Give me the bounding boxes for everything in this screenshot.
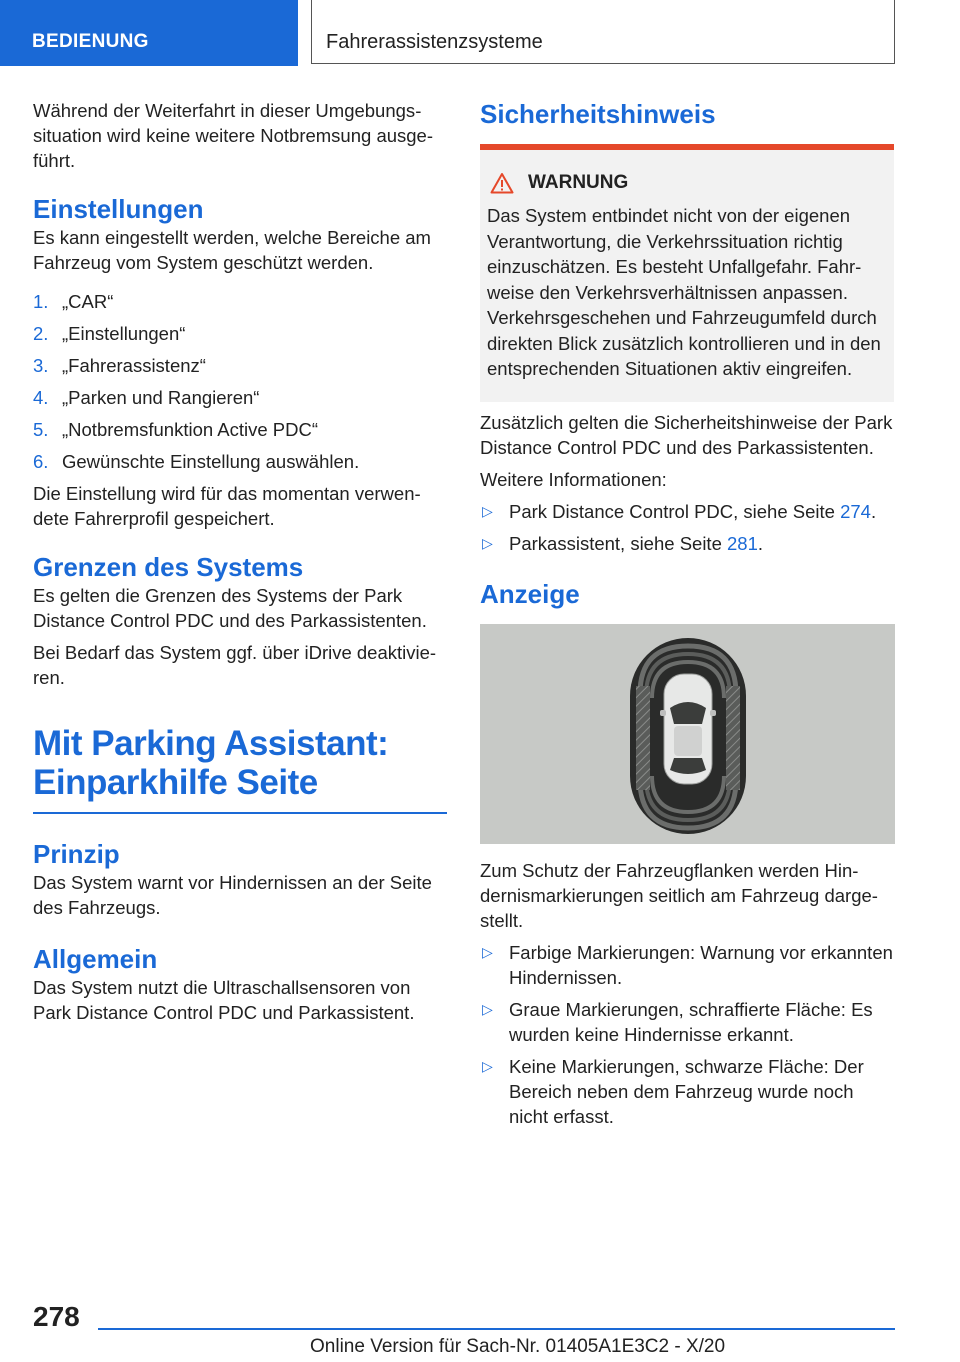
parking-display-image	[480, 624, 895, 844]
section-title: BEDIENUNG	[32, 31, 149, 52]
triangle-right-icon: ▷	[482, 534, 493, 551]
principle-paragraph: Das System warnt vor Hindernissen an der Seite des Fahrzeugs.	[33, 872, 432, 918]
reference-text: Park Distance Control PDC, siehe Seite	[509, 500, 841, 522]
triangle-right-icon: ▷	[482, 1057, 493, 1074]
warning-title-row	[487, 170, 888, 195]
safety-heading: Sicherheitshinweis	[480, 99, 716, 129]
warning-text: Das System entbindet nicht von der eigenen Verantwortung, die Verkehrssituation richtig einzuschätzen. Es besteht Unfallgefahr. Fahrweise den Verkehrsverhältnissen anpassen. Verkehrsgeschehen und Fahrzeugumfeld durch direkten Blick zusätzlich kontrollieren und in den entsprechenden Situationen aktiv eingreifen.	[487, 205, 881, 379]
online-version-text: Online Version für Sach-Nr. 01405A1E3C2 - X/20	[310, 1336, 726, 1357]
step-number: 1.	[33, 291, 49, 312]
triangle-right-icon: ▷	[482, 1000, 493, 1017]
display-marker-text: Graue Markierungen, schraffierte Fläche: Es wurden keine Hindernisse erkannt.	[509, 998, 873, 1045]
limits-paragraph-2: Bei Bedarf das System ggf. über iDrive deaktivieren.	[33, 642, 437, 688]
reference-item	[480, 531, 894, 556]
step-text: „Parken und Rangieren“	[62, 387, 260, 408]
heading-underline	[33, 812, 447, 814]
general-heading: Allgemein	[33, 944, 158, 974]
settings-paragraph: Es kann eingestellt werden, welche Bereiche am Fahrzeug vom System geschützt werden.	[33, 227, 431, 273]
general-paragraph: Das System nutzt die Ultraschallsensoren von Park Distance Control PDC und Parkassistent.	[33, 977, 415, 1023]
principle-heading: Prinzip	[33, 839, 120, 869]
step-number: 5.	[33, 419, 49, 440]
reference-list	[480, 499, 894, 556]
settings-steps	[33, 289, 447, 474]
step-number: 3.	[33, 355, 49, 376]
page-link-274[interactable]: 274	[840, 500, 871, 522]
left-column	[33, 98, 447, 1032]
step-number: 6.	[33, 451, 49, 472]
limits-paragraph-1: Es gelten die Grenzen des Systems der Park Distance Control PDC und des Parkassistenten.	[33, 585, 427, 631]
reference-suffix: .	[870, 500, 877, 522]
triangle-right-icon: ▷	[482, 943, 493, 960]
step-number: 2.	[33, 323, 49, 344]
right-column	[480, 98, 894, 1136]
step-item	[33, 449, 447, 474]
limits-heading: Grenzen des Systems	[33, 552, 304, 582]
chapter-header	[311, 0, 895, 64]
intro-paragraph: Während der Weiterfahrt in dieser Umgebungssituation wird keine weitere Notbremsung ausgeführt.	[33, 100, 434, 171]
display-paragraph: Zum Schutz der Fahrzeugflanken werden Hindernismarkierungen seitlich am Fahrzeug dargestellt.	[480, 859, 878, 931]
display-marker-text: Farbige Markierungen: Warnung vor erkannten Hindernissen.	[509, 941, 893, 988]
warning-box	[480, 144, 894, 402]
step-text: „Fahrerassistenz“	[62, 355, 206, 376]
step-text: „CAR“	[62, 291, 114, 312]
step-item	[33, 353, 447, 378]
settings-heading: Einstellungen	[33, 194, 204, 224]
warning-title: WARNUNG	[528, 172, 629, 193]
triangle-right-icon: ▷	[482, 502, 493, 519]
section-tab	[0, 0, 298, 66]
warning-triangle-icon	[490, 172, 514, 194]
step-item	[33, 321, 447, 346]
step-text: „Notbremsfunktion Active PDC“	[62, 419, 319, 440]
display-marker-list	[480, 940, 894, 1129]
step-item	[33, 289, 447, 314]
additional-safety-paragraph: Zusätzlich gelten die Sicherheitshinweise der Park Distance Control PDC und des Parkassistenten.	[480, 411, 893, 458]
reference-suffix: .	[757, 532, 764, 554]
display-marker-item	[480, 997, 894, 1047]
display-marker-text: Keine Markierungen, schwarze Fläche: Der Bereich neben dem Fahrzeug wurde noch nicht erfasst.	[509, 1055, 864, 1127]
step-item	[33, 385, 447, 410]
settings-note: Die Einstellung wird für das momentan verwendete Fahrerprofil gespeichert.	[33, 483, 421, 529]
step-number: 4.	[33, 387, 49, 408]
page-number: 278	[33, 1301, 80, 1332]
more-info-label: Weitere Informationen:	[480, 468, 667, 490]
reference-text: Parkassistent, siehe Seite	[509, 532, 727, 554]
reference-item	[480, 499, 894, 524]
parking-display-illustration	[480, 624, 895, 844]
display-marker-item	[480, 940, 894, 990]
footer-rule	[98, 1328, 895, 1330]
step-item	[33, 417, 447, 442]
step-text: Gewünschte Einstellung auswählen.	[62, 451, 360, 472]
chapter-title: Fahrerassistenzsysteme	[326, 31, 543, 53]
step-text: „Einstellungen“	[62, 323, 186, 344]
display-heading: Anzeige	[480, 578, 580, 609]
display-marker-item	[480, 1054, 894, 1129]
chapter-heading: Mit Parking Assistant: Einparkhilfe Seite	[33, 724, 389, 802]
page-link-281[interactable]: 281	[727, 532, 758, 554]
